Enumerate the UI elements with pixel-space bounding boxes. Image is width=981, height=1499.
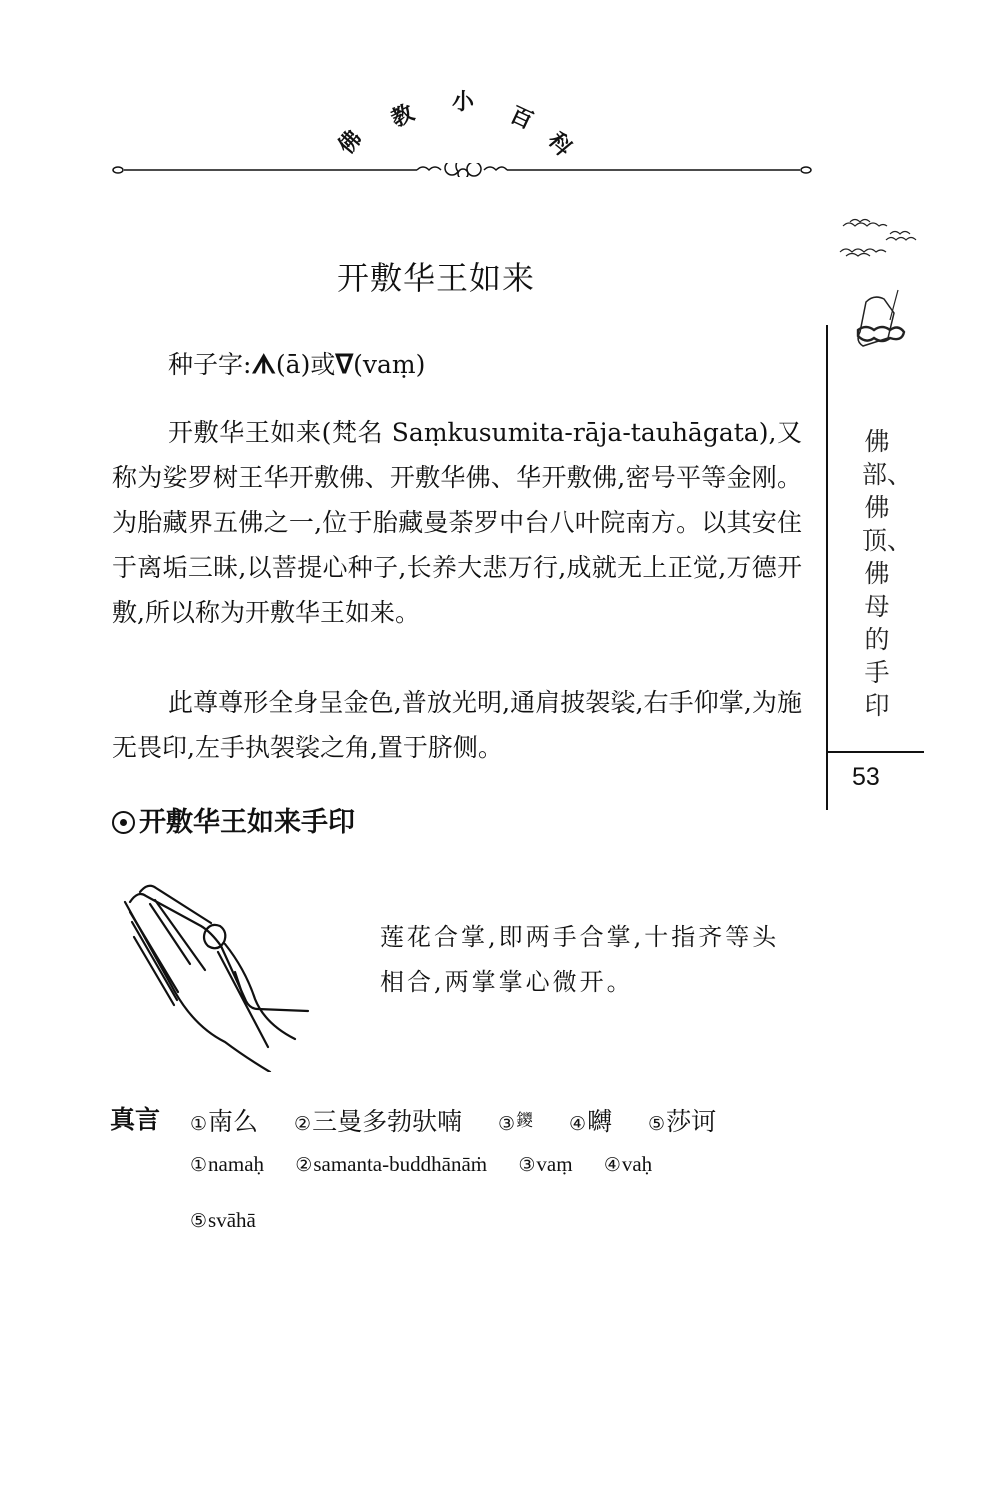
- siddham-a-glyph-icon: ᗑ: [251, 350, 276, 380]
- mudra-heading-text: 开敷华王如来手印: [139, 807, 355, 838]
- mantra-item-number: ③: [498, 1113, 516, 1135]
- praying-hands-icon: [110, 872, 310, 1072]
- mantra-item: [294, 1102, 462, 1138]
- sidebar-horizontal-rule: [826, 751, 924, 753]
- circled-dot-icon: [112, 811, 135, 834]
- mantra-item-text: namaḥ: [208, 1152, 265, 1176]
- mantra-label: 真言: [110, 1105, 161, 1134]
- siddham-vam-glyph-icon: ᐁ: [335, 350, 354, 380]
- mantra-item-number: ④: [569, 1113, 587, 1135]
- seed-romanization-2: (vaṃ): [353, 350, 426, 379]
- mantra-item: [190, 1152, 264, 1177]
- series-title-char: 百: [505, 102, 537, 135]
- series-title-char: 教: [387, 100, 419, 133]
- mantra-chinese-row: [190, 1102, 744, 1138]
- mantra-item: [648, 1102, 716, 1138]
- mantra-item: [498, 1106, 533, 1136]
- mantra-item: [295, 1152, 487, 1177]
- mantra-item-text: svāhā: [208, 1208, 256, 1232]
- mantra-item-number: ②: [294, 1113, 312, 1135]
- body-paragraph-2: [112, 680, 802, 770]
- mantra-item-text: samanta-buddhānāṁ: [313, 1152, 488, 1176]
- mudra-section-heading: [112, 800, 355, 839]
- mantra-item-number: ⑤: [648, 1113, 666, 1135]
- seed-syllable-line: [168, 345, 425, 385]
- header-ornament-rule: [112, 163, 812, 177]
- seed-connector: 或: [310, 350, 336, 379]
- series-title-arc: [330, 88, 590, 163]
- mantra-item-number: ①: [190, 1155, 208, 1176]
- mantra-item-number: ③: [518, 1155, 536, 1176]
- cloud-ornament-icon: [417, 163, 507, 177]
- series-title-char: 佛: [333, 126, 368, 160]
- sidebar-vertical-rule: [826, 325, 828, 810]
- body-paragraph-1-text: 开敷华王如来(梵名 Saṃkusumita-rāja-tauhāgata),又称为娑罗树王华开敷佛、开敷华佛、华开敷佛,密号平等金刚。为胎藏界五佛之一,位于胎藏曼荼罗中台八叶院南方。以其安住于离垢三昧,以菩提心种子,长养大悲万行,成就无上正觉,万德开敷,所以称为开敷华王如来。: [112, 418, 802, 627]
- body-paragraph-2-text: 此尊尊形全身呈金色,普放光明,通肩披袈裟,右手仰掌,为施无畏印,左手执袈裟之角,置于脐侧。: [112, 688, 802, 762]
- mantra-item-text: 嚩: [587, 1107, 613, 1136]
- series-title-char: 科: [542, 128, 577, 162]
- seed-romanization-1: (ā): [275, 350, 311, 379]
- series-title-char: 小: [452, 90, 475, 115]
- mudra-description: 莲花合掌,即两手合掌,十指齐等头相合,两掌掌心微开。: [380, 923, 780, 996]
- mantra-item-text: 莎诃: [666, 1107, 717, 1136]
- chapter-title-vertical: 佛部、佛顶、佛母的手印: [862, 427, 913, 720]
- mantra-item-text: 南么: [208, 1107, 259, 1136]
- body-paragraph-1: [112, 410, 802, 635]
- mantra-romanized-row-2: [190, 1208, 256, 1233]
- mantra-item: [518, 1152, 572, 1177]
- mantra-romanized-row: [190, 1152, 678, 1177]
- mantra-item-number: ⑤: [190, 1211, 208, 1232]
- mantra-item-number: ②: [295, 1155, 313, 1176]
- mantra-item-text: vaṃ: [536, 1152, 573, 1176]
- clouds-figure-illustration: [838, 210, 938, 380]
- mantra-item: [604, 1152, 652, 1177]
- mantra-item-number: ①: [190, 1113, 208, 1135]
- mantra-item-number: ④: [603, 1155, 621, 1176]
- seed-syllable-label: 种子字:: [168, 350, 252, 379]
- mantra-item-text: 三曼多勃驮喃: [312, 1107, 463, 1136]
- mantra-item-text: vaḥ: [621, 1152, 653, 1176]
- mantra-item: [190, 1208, 256, 1233]
- page-title: 开敷华王如来: [337, 259, 536, 297]
- mantra-item-text: 鑁: [516, 1111, 534, 1131]
- mantra-item: [190, 1102, 258, 1138]
- page-number: 53: [852, 763, 880, 791]
- mantra-item: [569, 1102, 612, 1138]
